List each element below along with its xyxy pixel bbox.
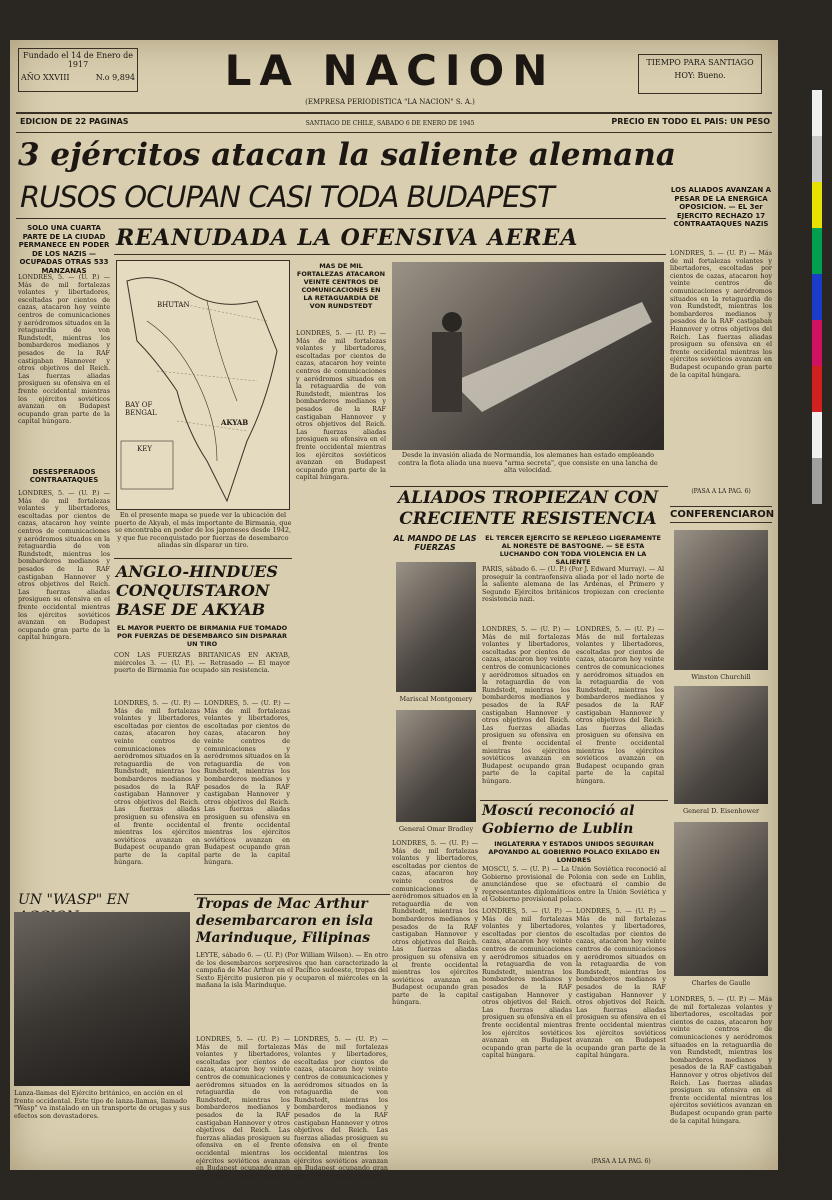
wasp-headline: UN "WASP" EN xyxy=(18,892,130,908)
churchill-photo xyxy=(674,530,768,670)
map-label-akyab: AKYAB xyxy=(221,418,249,427)
akyab-byline: CON LAS FUERZAS BRITANICAS EN AKYAB, miércoles 3. — (U. P.). — Retrasado — El mayor puerto de Birmania fue ocupado sin resistencia. xyxy=(114,651,290,675)
moscu-body-2: LONDRES, 5. — (U. P.) — Más de mil fortalezas volantes y libertadores, escoltadas por cientos de cazas, atacaron hoy veinte centros de comunicaciones y aeródromos situados en la retaguardia de von Rundstedt, mientras los bombarderos medianos y pesados de la RAF castigaban Hannover y otros objetivos del Reich. Las fuerzas aliadas prosiguen su ofensiva en el frente occidental mientras los ejércitos soviéticos avanzan en Budapest ocupando gran parte de la capital húngara. xyxy=(576,907,666,1060)
burma-map-svg xyxy=(117,261,289,509)
main-headline: 3 ejércitos atacan la saliente alemana xyxy=(18,137,676,173)
akyab-body-2: LONDRES, 5. — (U. P.) — Más de mil fortalezas volantes y libertadores, escoltadas por cientos de cazas, atacaron hoy veinte centros de comunicaciones y aeródromos situados en la retaguardia de von Rundstedt, mientras los bombarderos medianos y pesados de la RAF castigaban Hannover y otros objetivos del Reich. Las fuerzas aliadas prosiguen su ofensiva en el frente occidental mientras los ejércitos soviéticos avanzan en Budapest ocupando gran parte de la capital húngara. xyxy=(204,699,290,867)
tercer-subhead: EL TERCER EJERCITO SE REPLEGO LIGERAMENTE AL NORESTE DE BASTOGNE. — SE ESTA LUCHANDO CON TODA VIOLENCIA EN LA SALIENTE xyxy=(485,534,661,566)
moscu-headline: Moscú reconoció al Gobierno de Lublin xyxy=(482,803,635,837)
gaulle-photo xyxy=(674,822,768,976)
bradley-photo xyxy=(396,710,476,822)
filipinas-body: LONDRES, 5. — (U. P.) — Más de mil fortalezas volantes y libertadores, escoltadas por cientos de cazas, atacaron hoy veinte centros de comunicaciones y aeródromos situados en la retaguardia de von Rundstedt, mientras los bombarderos medianos y pesados de la RAF castigaban Hannover y otros objetivos del Reich. Las fuerzas aliadas prosiguen su ofensiva en el frente occidental mientras los ejércitos soviéticos avanzan en Budapest ocupando gran parte de la capital húngara. xyxy=(196,1035,290,1180)
montgomery-caption: Mariscal Montgomery xyxy=(399,695,473,703)
budapest-body: LONDRES, 5. — (U. P.) — Más de mil fortalezas volantes y libertadores, escoltadas por cientos de cazas, atacaron hoy veinte centros de comunicaciones y aeródromos situados en la retaguardia de von Rundstedt, mientras los bombarderos medianos y pesados de la RAF castigaban Hannover y otros objetivos del Reich. Las fuerzas aliadas prosiguen su ofensiva en el frente occidental mientras los ejércitos soviéticos avanzan en Budapest ocupando gran parte de la capital húngara. xyxy=(18,273,110,426)
conferenciaron-label: CONFERENCIARON xyxy=(670,506,772,523)
edition-label: EDICION DE 22 PAGINAS xyxy=(20,117,129,126)
weather-box xyxy=(638,54,762,94)
color-calibration-strip xyxy=(812,90,822,504)
eisenhower-photo xyxy=(674,686,768,804)
second-headline: RUSOS OCUPAN CASI TODA BUDAPEST xyxy=(20,180,554,214)
leyte-byline: LEYTE, sábado 6. — (U. P.) (Por William Wilson). — En otro de los desembarcos sorpresivos que han caracterizado la campaña de Mac Arthur en el Pacífico sudoeste, tropas del Sexto Ejército pusieron pie y ocuparon el miércoles en la mañana la isla Marinduque. xyxy=(196,951,388,990)
filipinas-body-2: LONDRES, 5. — (U. P.) — Más de mil fortalezas volantes y libertadores, escoltadas por cientos de cazas, atacaron hoy veinte centros de comunicaciones y aeródromos situados en la retaguardia de von Rundstedt, mientras los bombarderos medianos y pesados de la RAF castigaban Hannover y otros objetivos del Reich. Las fuerzas aliadas prosiguen su ofensiva en el frente occidental mientras los ejércitos soviéticos avanzan en Budapest ocupando gran parte de la capital húngara. xyxy=(294,1035,388,1180)
weather-value: HOY: Bueno. xyxy=(674,71,726,80)
aliados-body-2: LONDRES, 5. — (U. P.) — Más de mil fortalezas volantes y libertadores, escoltadas por cientos de cazas, atacaron hoy veinte centros de comunicaciones y aeródromos situados en la retaguardia de von Rundstedt, mientras los bombarderos medianos y pesados de la RAF castigaban Hannover y otros objetivos del Reich. Las fuerzas aliadas prosiguen su ofensiva en el frente occidental mientras los ejércitos soviéticos avanzan en Budapest ocupando gran parte de la capital húngara. xyxy=(576,625,664,785)
aliados-headline: ALIADOS TROPIEZAN CON CRECIENTE RESISTENCIA xyxy=(397,488,659,529)
aliados-body: LONDRES, 5. — (U. P.) — Más de mil fortalezas volantes y libertadores, escoltadas por cientos de cazas, atacaron hoy veinte centros de comunicaciones y aeródromos situados en la retaguardia de von Rundstedt, mientras los bombarderos medianos y pesados de la RAF castigaban Hannover y otros objetivos del Reich. Las fuerzas aliadas prosiguen su ofensiva en el frente occidental mientras los ejércitos soviéticos avanzan en Budapest ocupando gran parte de la capital húngara. xyxy=(482,625,570,785)
founded-text: Fundado el 14 de Enero de 1917 xyxy=(23,51,133,69)
map-caption: En el presente mapa se puede ver la ubicación del puerto de Akyab, el más importante de Birmania, que se encontraba en poder de los japoneses desde 1942, y que fue reconquistado por fuerzas de desembarco aliadas sin disparar un tiro. xyxy=(114,511,292,549)
wasp-photo xyxy=(14,912,190,1086)
right-body-2: LONDRES, 5. — (U. P.) — Más de mil fortalezas volantes y libertadores, escoltadas por cientos de cazas, atacaron hoy veinte centros de comunicaciones y aeródromos situados en la retaguardia de von Rundstedt, mientras los bombarderos medianos y pesados de la RAF castigaban Hannover y otros objetivos del Reich. Las fuerzas aliadas prosiguen su ofensiva en el frente occidental mientras los ejércitos soviéticos avanzan en Budapest ocupando gran parte de la capital húngara. xyxy=(670,995,772,1125)
map-label-key: KEY xyxy=(137,445,152,453)
publisher-line: (EMPRESA PERIODISTICA "LA NACION" S. A.) xyxy=(305,98,475,106)
gaulle-caption: Charles de Gaulle xyxy=(691,979,751,987)
moscu-body: LONDRES, 5. — (U. P.) — Más de mil fortalezas volantes y libertadores, escoltadas por cientos de cazas, atacaron hoy veinte centros de comunicaciones y aeródromos situados en la retaguardia de von Rundstedt, mientras los bombarderos medianos y pesados de la RAF castigaban Hannover y otros objetivos del Reich. Las fuerzas aliadas prosiguen su ofensiva en el frente occidental mientras los ejércitos soviéticos avanzan en Budapest ocupando gran parte de la capital húngara. xyxy=(482,907,572,1060)
masthead-title: LA NACION xyxy=(224,46,556,95)
pasa-2: (PASA A LA PAG. 6) xyxy=(591,1158,651,1165)
budapest-subhead: SOLO UNA CUARTA PARTE DE LA CIUDAD PERMANECE EN PODER DE LOS NAZIS — OCUPADAS OTRAS 533 MANZANAS xyxy=(18,224,110,275)
year-text: AÑO XXVIII xyxy=(21,73,70,82)
akyab-headline: ANGLO-HINDUES CONQUISTARON BASE DE AKYAB xyxy=(116,562,278,619)
weather-title: TIEMPO PARA SANTIAGO xyxy=(646,58,754,67)
paris-byline: PARIS, sábado 6. — (U. P.) (Por J. Edward Murray). — Al proseguir la contraofensiva aliada por el lado norte de la saliente alemana de las Ardenas, el Primero y Segundo Ejércitos británicos tropiezan con creciente resistencia nazi. xyxy=(482,565,664,604)
moscu-subhead: INGLATERRA Y ESTADOS UNIDOS SEGUIRAN APOYANDO AL GOBIERNO POLACO EXILADO EN LONDRES xyxy=(488,840,660,864)
burma-map xyxy=(116,260,290,510)
founded-box xyxy=(18,48,138,92)
bradley-caption: General Omar Bradley xyxy=(398,825,474,833)
dateline: SANTIAGO DE CHILE, SABADO 6 DE ENERO DE 1945 xyxy=(305,120,475,127)
wasp-caption: Lanza-llamas del Ejército británico, en acción en el frente occidental. Este tipo de lanza-llamas, llamado "Wasp" va instalado en un transporte de orugas y sus efectos son devastadores. xyxy=(14,1089,191,1120)
filipinas-headline: Tropas de Mac Arthur desembarcaron en isla Marinduque, Filipinas xyxy=(196,896,374,946)
churchill-caption: Winston Churchill xyxy=(691,673,751,681)
issue-number: N.o 9,894 xyxy=(95,73,135,82)
map-label-bay: BAY OF BENGAL xyxy=(125,401,157,417)
center-body: LONDRES, 5. — (U. P.) — Más de mil fortalezas volantes y libertadores, escoltadas por cientos de cazas, atacaron hoy veinte centros de comunicaciones y aeródromos situados en la retaguardia de von Rundstedt, mientras los bombarderos medianos y pesados de la RAF castigaban Hannover y otros objetivos del Reich. Las fuerzas aliadas prosiguen su ofensiva en el frente occidental mientras los ejércitos soviéticos avanzan en Budapest ocupando gran parte de la capital húngara. xyxy=(392,839,478,1007)
plane-caption: Desde la invasión aliada de Normandía, los alemanes han estado empleando contra la flota aliada una nueva "arma secreta", que consiste en una lancha de alta velocidad. xyxy=(398,451,658,474)
newspaper-page xyxy=(10,40,778,1180)
secret-weapon-photo xyxy=(392,262,664,450)
price-label: PRECIO EN TODO EL PAIS: UN PESO xyxy=(611,117,770,126)
akyab-body: LONDRES, 5. — (U. P.) — Más de mil fortalezas volantes y libertadores, escoltadas por cientos de cazas, atacaron hoy veinte centros de comunicaciones y aeródromos situados en la retaguardia de von Rundstedt, mientras los bombarderos medianos y pesados de la RAF castigaban Hannover y otros objetivos del Reich. Las fuerzas aliadas prosiguen su ofensiva en el frente occidental mientras los ejércitos soviéticos avanzan en Budapest ocupando gran parte de la capital húngara. xyxy=(114,699,200,867)
pasa-1: (PASA A LA PAG. 6) xyxy=(691,488,751,495)
al-mando-label: AL MANDO DE LAS FUERZAS xyxy=(393,534,477,552)
air-offensive-headline: REANUDADA LA OFENSIVA AEREA xyxy=(116,225,579,251)
budapest-body-2: LONDRES, 5. — (U. P.) — Más de mil fortalezas volantes y libertadores, escoltadas por cientos de cazas, atacaron hoy veinte centros de comunicaciones y aeródromos situados en la retaguardia de von Rundstedt, mientras los bombarderos medianos y pesados de la RAF castigaban Hannover y otros objetivos del Reich. Las fuerzas aliadas prosiguen su ofensiva en el frente occidental mientras los ejércitos soviéticos avanzan en Budapest ocupando gran parte de la capital húngara. xyxy=(18,489,110,642)
right-subhead: LOS ALIADOS AVANZAN A PESAR DE LA ENERGICA OPOSICION. — EL 3er EJERCITO RECHAZO 17 CONTRAATAQUES NAZIS xyxy=(670,186,772,228)
montgomery-photo xyxy=(396,562,476,692)
fortalezas-subhead: MAS DE MIL FORTALEZAS ATACARON VEINTE CENTROS DE COMUNICACIONES EN LA RETAGUARDIA DE VON RUNDSTEDT xyxy=(296,262,386,310)
akyab-subhead: EL MAYOR PUERTO DE BIRMANIA FUE TOMADO POR FUERZAS DE DESEMBARCO SIN DISPARAR UN TIRO xyxy=(116,624,288,648)
map-label-bhutan: BHUTAN xyxy=(157,301,190,309)
eisenhower-caption: General D. Eisenhower xyxy=(682,807,760,815)
right-body: LONDRES, 5. — (U. P.) — Más de mil fortalezas volantes y libertadores, escoltadas por cientos de cazas, atacaron hoy veinte centros de comunicaciones y aeródromos situados en la retaguardia de von Rundstedt, mientras los bombarderos medianos y pesados de la RAF castigaban Hannover y otros objetivos del Reich. Las fuerzas aliadas prosiguen su ofensiva en el frente occidental mientras los ejércitos soviéticos avanzan en Budapest ocupando gran parte de la capital húngara. xyxy=(670,249,772,379)
fortalezas-body: LONDRES, 5. — (U. P.) — Más de mil fortalezas volantes y libertadores, escoltadas por cientos de cazas, atacaron hoy veinte centros de comunicaciones y aeródromos situados en la retaguardia de von Rundstedt, mientras los bombarderos medianos y pesados de la RAF castigaban Hannover y otros objetivos del Reich. Las fuerzas aliadas prosiguen su ofensiva en el frente occidental mientras los ejércitos soviéticos avanzan en Budapest ocupando gran parte de la capital húngara. xyxy=(296,329,386,482)
moscu-byline: MOSCU, 5. — (U. P.) — La Unión Soviética reconoció al Gobierno provisional de Polonia con sede en Lublin, anunciándose que se efectuará el cambio de representantes diplomáticos entre la Unión Soviética y el Gobierno provisional polaco. xyxy=(482,865,666,904)
desesperados-subhead: DESESPERADOS CONTRAATAQUES xyxy=(29,468,99,484)
plane-photo-svg xyxy=(392,262,664,450)
